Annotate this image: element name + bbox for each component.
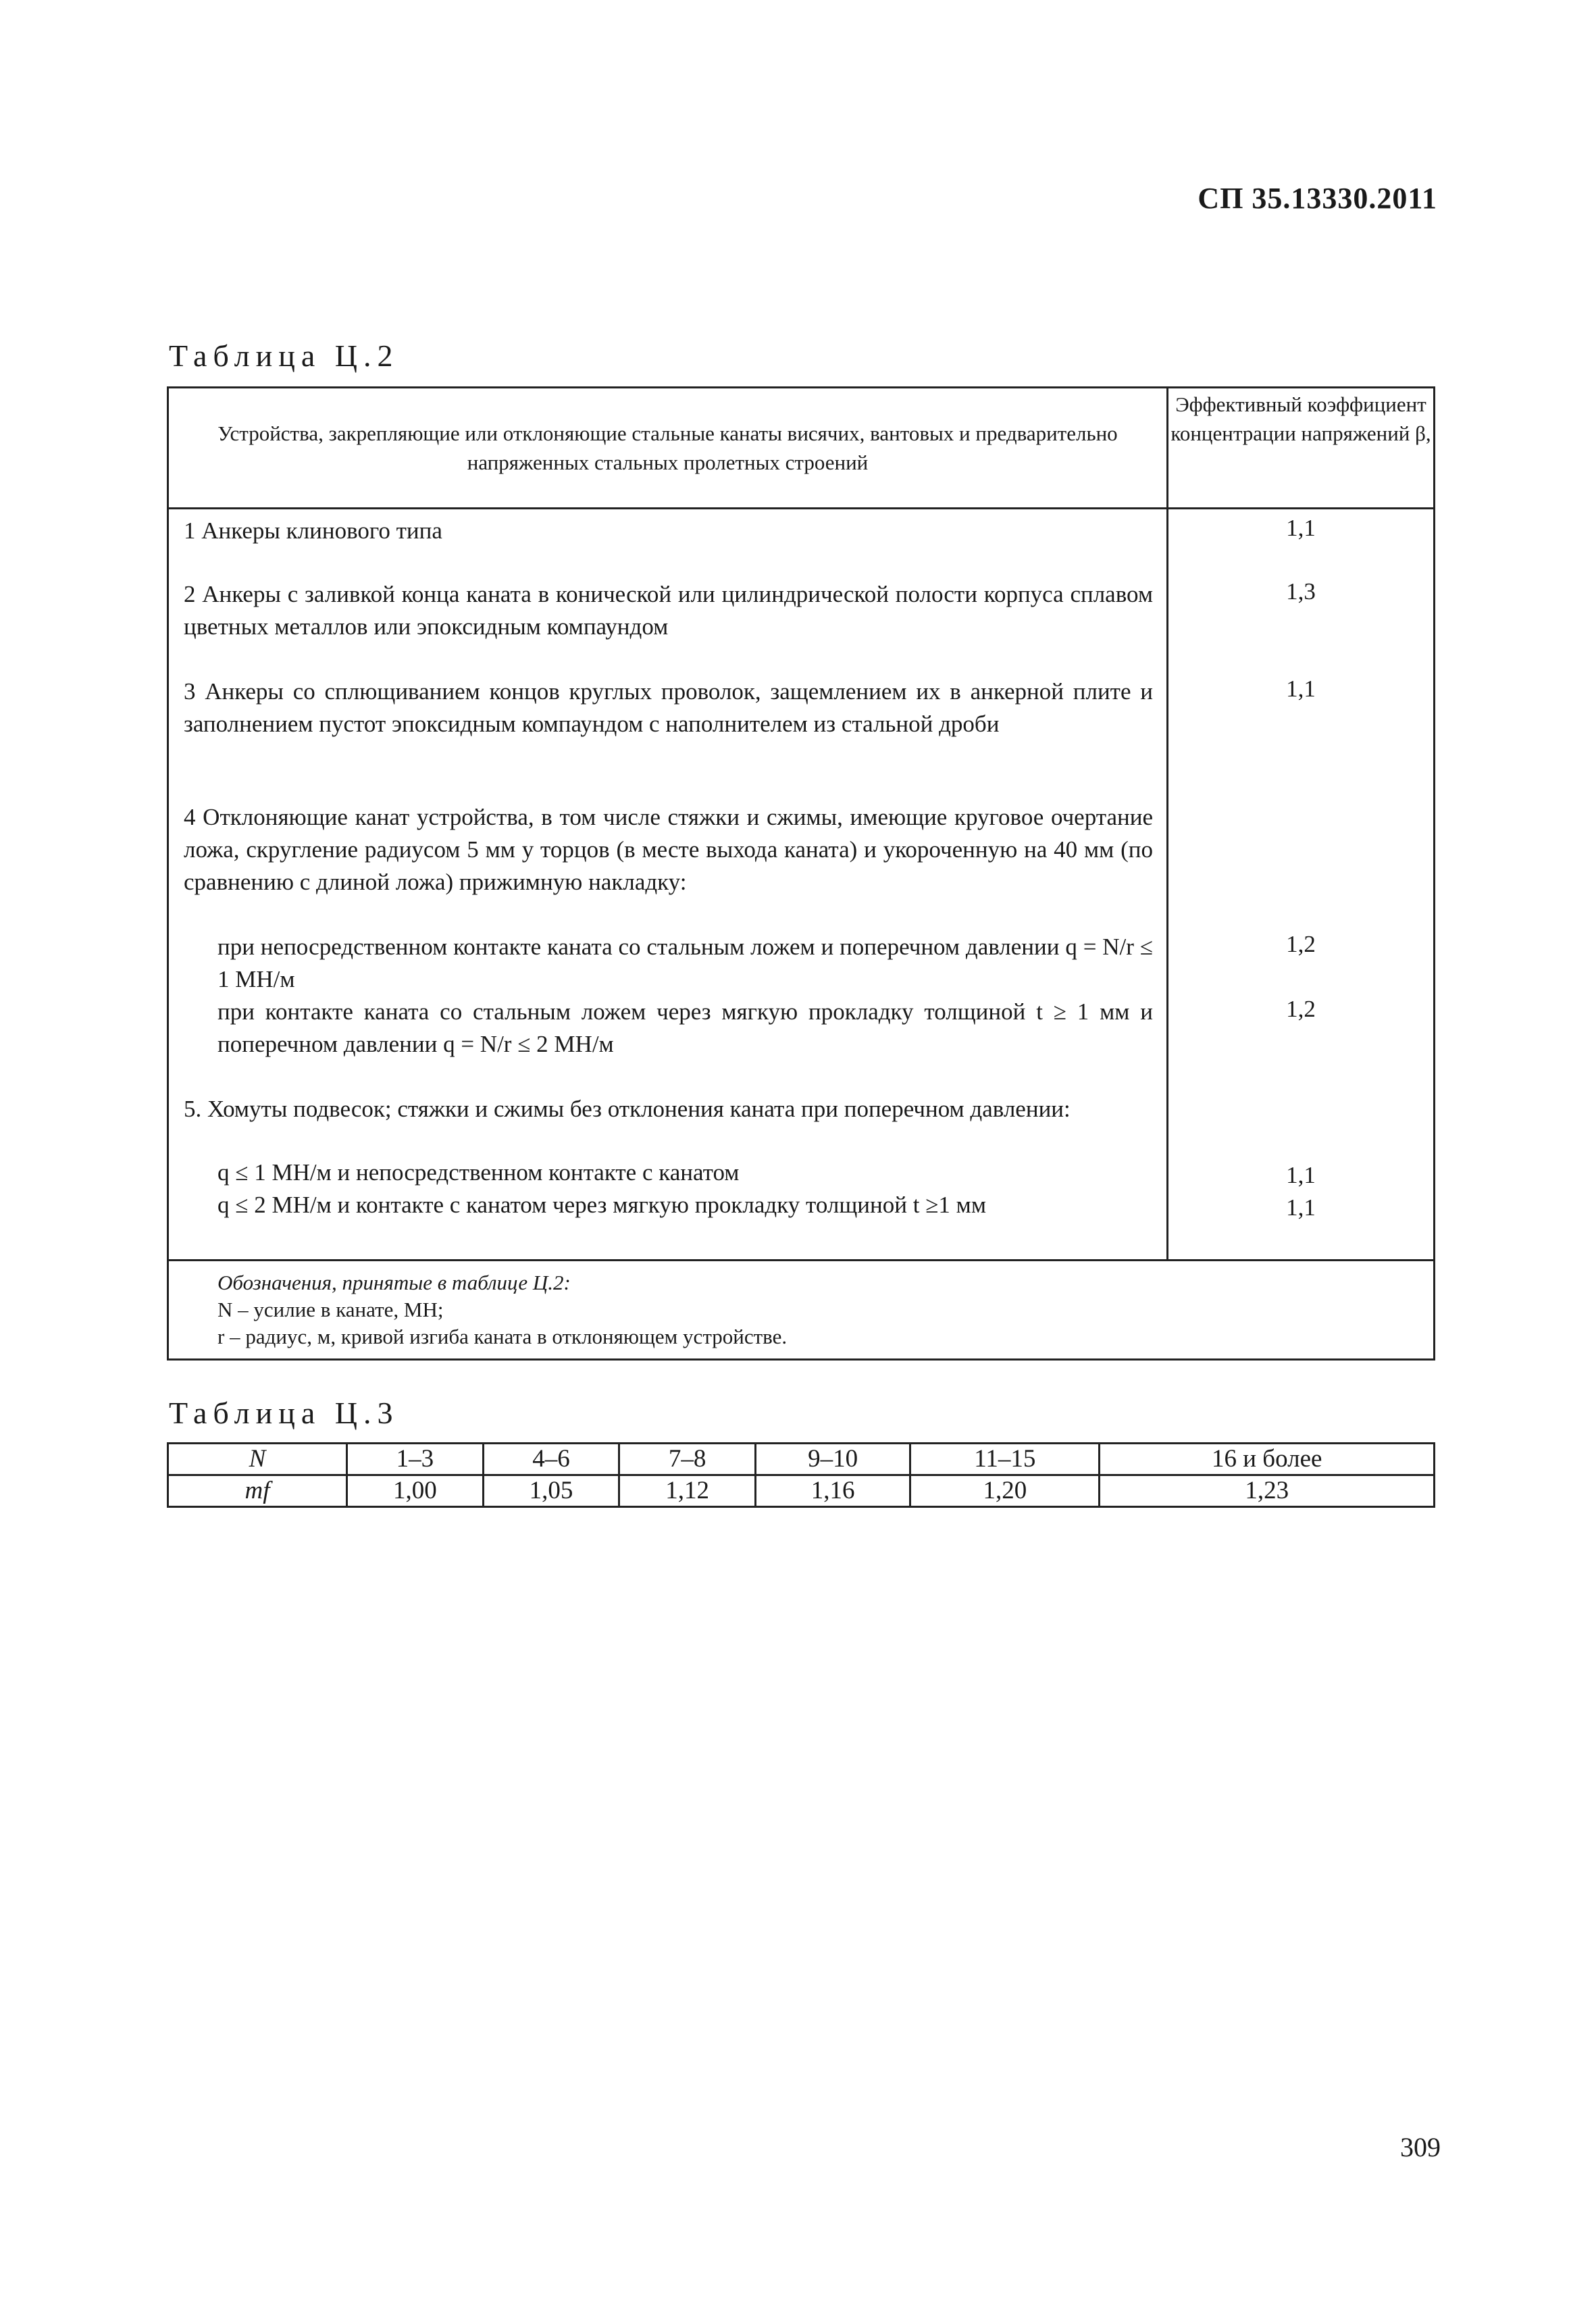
row-label-mf: mf: [168, 1475, 347, 1507]
table-cell: 9–10: [756, 1444, 910, 1475]
table-cell: 1,12: [619, 1475, 756, 1507]
note-item: r – радиус, м, кривой изгиба каната в отклоняющем устройстве.: [217, 1325, 788, 1348]
notes-heading: Обозначения, принятые в таблице Ц.2:: [217, 1271, 571, 1294]
table-row: 3 Анкеры со сплющиванием концов круглых проволок, защемлением их в анкерной плите и заполнением пустот эпоксидным компаундом с наполнителем из стальной дроби: [184, 678, 1153, 737]
table-cell-value: 1,2: [1286, 931, 1316, 957]
table-cell-value: 1,3: [1286, 578, 1316, 605]
row-label-n: N: [168, 1444, 347, 1475]
table-cell-value: 1,1: [1286, 515, 1316, 541]
table-c2: [167, 386, 1435, 1361]
table-c3: [167, 1442, 1435, 1508]
table-cell-value: 1,2: [1286, 996, 1316, 1022]
table-c2-notes: [169, 1261, 1433, 1358]
page-number: 309: [1400, 2132, 1441, 2162]
table-cell: 16 и более: [1100, 1444, 1435, 1475]
table-c2-col2: [1168, 509, 1433, 1259]
table-row: q ≤ 1 МН/м и непосредственном контакте с канатом: [217, 1159, 740, 1186]
table-cell: 1,16: [756, 1475, 910, 1507]
table-cell: 1,20: [910, 1475, 1100, 1507]
table-cell: 7–8: [619, 1444, 756, 1475]
table-row: q ≤ 2 МН/м и контакте с канатом через мягкую прокладку толщиной t ≥1 мм: [217, 1192, 986, 1218]
table-c2-body: [169, 509, 1433, 1261]
table-row: при контакте каната со стальным ложем через мягкую прокладку толщиной t ≥ 1 мм и поперечном давлении q = N/r ≤ 2 МН/м: [217, 998, 1153, 1057]
table-c3-title: Таблица Ц.3: [169, 1396, 399, 1430]
document-code: СП 35.13330.2011: [1198, 182, 1437, 215]
table-row: при непосредственном контакте каната со стальным ложем и поперечном давлении q = N/r ≤ 1 МН/м: [217, 934, 1153, 992]
table-cell: 1,00: [347, 1475, 484, 1507]
table-row: [168, 1444, 1435, 1475]
table-cell: 1,05: [483, 1475, 619, 1507]
table-c2-title: Таблица Ц.2: [169, 338, 399, 373]
table-cell-value: 1,1: [1286, 1194, 1316, 1221]
table-row: 4 Отклоняющие канат устройства, в том числе стяжки и сжимы, имеющие круговое очертание ложа, скругление радиусом 5 мм у торцов (в месте выхода каната) и укороченную на 40 мм (по сравнению с длиной ложа) прижимную накладку:: [184, 804, 1153, 895]
table-cell: 1,23: [1100, 1475, 1435, 1507]
table-c2-col2-header: Эффективный коэффициент концентрации напряжений β,: [1170, 392, 1431, 445]
table-row: 2 Анкеры с заливкой конца каната в конической или цилиндрической полости корпуса сплавом цветных металлов или эпоксидным компаундом: [184, 581, 1153, 640]
table-row: 1 Анкеры клинового типа: [184, 517, 442, 544]
table-c2-col1-header: Устройства, закрепляющие или отклоняющие стальные канаты висячих, вантовых и предварительно напряженных стальных пролетных строений: [169, 388, 1168, 507]
table-cell-value: 1,1: [1286, 1162, 1316, 1188]
table-row: [168, 1475, 1435, 1507]
table-cell: 1–3: [347, 1444, 484, 1475]
table-cell: 4–6: [483, 1444, 619, 1475]
table-c2-header: [169, 388, 1433, 509]
table-row: 5. Хомуты подвесок; стяжки и сжимы без отклонения каната при поперечном давлении:: [184, 1096, 1071, 1122]
table-cell: 11–15: [910, 1444, 1100, 1475]
note-item: N – усилие в канате, МН;: [217, 1298, 444, 1321]
table-c2-col1: [169, 509, 1168, 1259]
table-cell-value: 1,1: [1286, 676, 1316, 702]
